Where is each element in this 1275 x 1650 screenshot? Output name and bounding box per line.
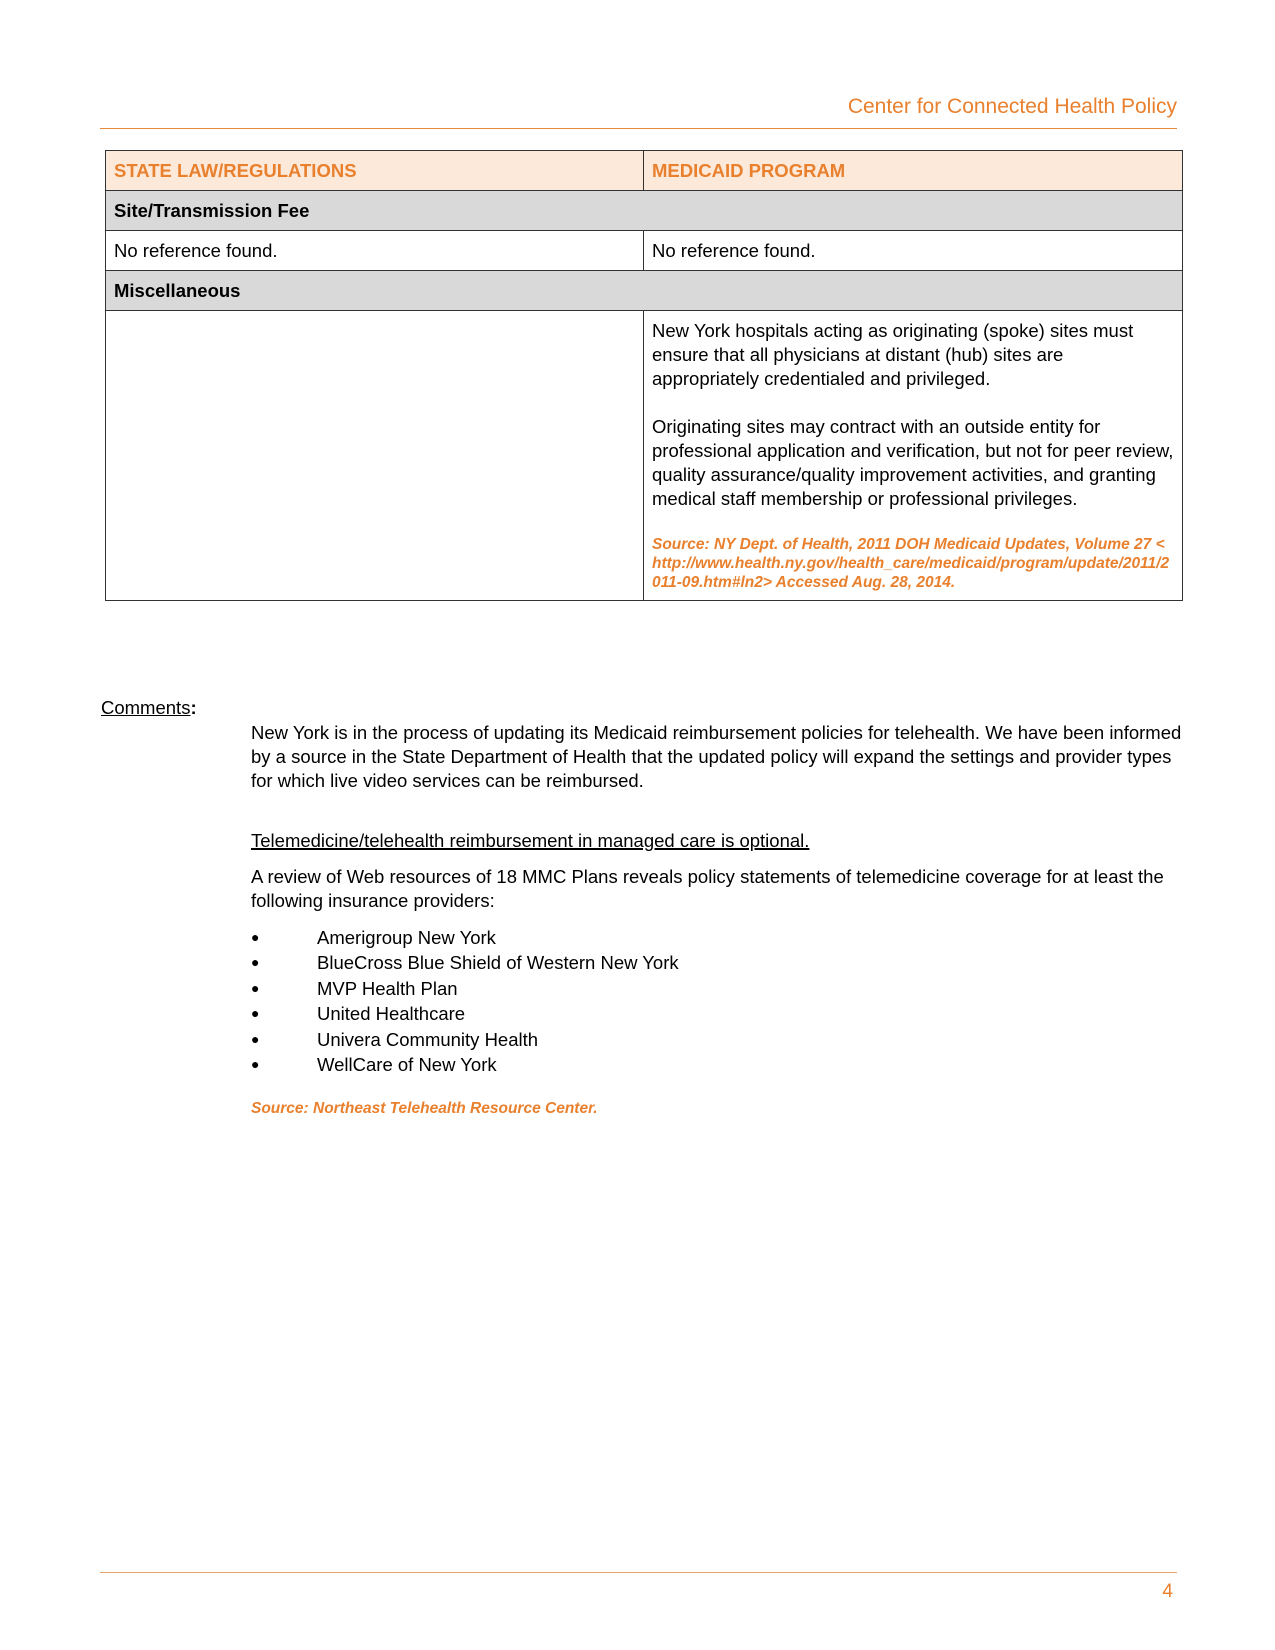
organization-name: Center for Connected Health Policy — [847, 95, 1177, 118]
section-row-miscellaneous — [106, 271, 1183, 311]
provider-name: United Healthcare — [317, 1003, 466, 1025]
comments-subheading: Telemedicine/telehealth reimbursement in managed care is optional. — [251, 830, 810, 851]
bullet-icon: ● — [251, 1005, 260, 1022]
policy-table — [105, 150, 1183, 601]
list-item — [251, 1001, 1186, 1026]
bullet-icon: ● — [251, 954, 260, 971]
medicaid-paragraph: Originating sites may contract with an outside entity for professional application and verification, but not for peer review, quality assurance/quality improvement activities, and granting medical staff membership or professional privileges. — [652, 416, 1174, 509]
section-row-site-fee — [106, 191, 1183, 231]
section-title: Miscellaneous — [106, 271, 1183, 311]
provider-name: WellCare of New York — [317, 1053, 497, 1075]
provider-name: BlueCross Blue Shield of Western New York — [317, 952, 679, 974]
table-row — [106, 311, 1183, 601]
page-number: 4 — [1162, 1581, 1173, 1602]
comments-label — [101, 696, 197, 720]
comments-paragraph: A review of Web resources of 18 MMC Plans reveals policy statements of telemedicine coverage for at least the following insurance providers: — [251, 866, 1164, 911]
list-item — [251, 1027, 1186, 1052]
medicaid-paragraph: New York hospitals acting as originating (spoke) sites must ensure that all physicians at distant (hub) sites are appropriately credentialed and privileged. — [652, 320, 1134, 389]
source-citation: Source: Northeast Telehealth Resource Center. — [251, 1100, 598, 1118]
section-title: Site/Transmission Fee — [106, 191, 1183, 231]
comments-body — [251, 721, 1186, 1118]
bullet-icon: ● — [251, 1030, 260, 1047]
list-item — [251, 976, 1186, 1001]
comments-paragraph: New York is in the process of updating its Medicaid reimbursement policies for telehealth. We have been informed by a source in the State Department of Health that the updated policy will expand the settings and provider types for which live video services can be reimbursed. — [251, 722, 1182, 791]
bullet-icon: ● — [251, 979, 260, 996]
provider-name: Amerigroup New York — [317, 927, 496, 948]
medicaid-cell: No reference found. — [644, 231, 1183, 271]
bullet-icon: ● — [251, 929, 260, 945]
table-header-row — [106, 151, 1183, 191]
state-law-cell: No reference found. — [106, 231, 644, 271]
list-item — [251, 950, 1186, 975]
provider-list — [251, 925, 1186, 1077]
page-footer — [100, 1572, 1177, 1602]
page-header — [100, 94, 1177, 129]
list-item — [251, 1052, 1186, 1077]
column-header-medicaid: MEDICAID PROGRAM — [644, 151, 1183, 191]
bullet-icon: ● — [251, 1055, 260, 1072]
comments-colon: : — [190, 697, 197, 718]
source-citation: Source: NY Dept. of Health, 2011 DOH Medicaid Updates, Volume 27 <http://www.health.ny.gov/health_care/medicaid/program/update/2011/2011-09.htm#ln2> Accessed Aug. 28, 2014. — [652, 536, 1170, 591]
provider-name: MVP Health Plan — [317, 977, 458, 999]
state-law-cell — [106, 311, 644, 601]
medicaid-cell — [644, 311, 1183, 601]
table-row — [106, 231, 1183, 271]
list-item — [251, 925, 1186, 950]
provider-name: Univera Community Health — [317, 1028, 539, 1050]
comments-label-text: Comments — [101, 697, 191, 718]
column-header-state-law: STATE LAW/REGULATIONS — [106, 151, 644, 191]
